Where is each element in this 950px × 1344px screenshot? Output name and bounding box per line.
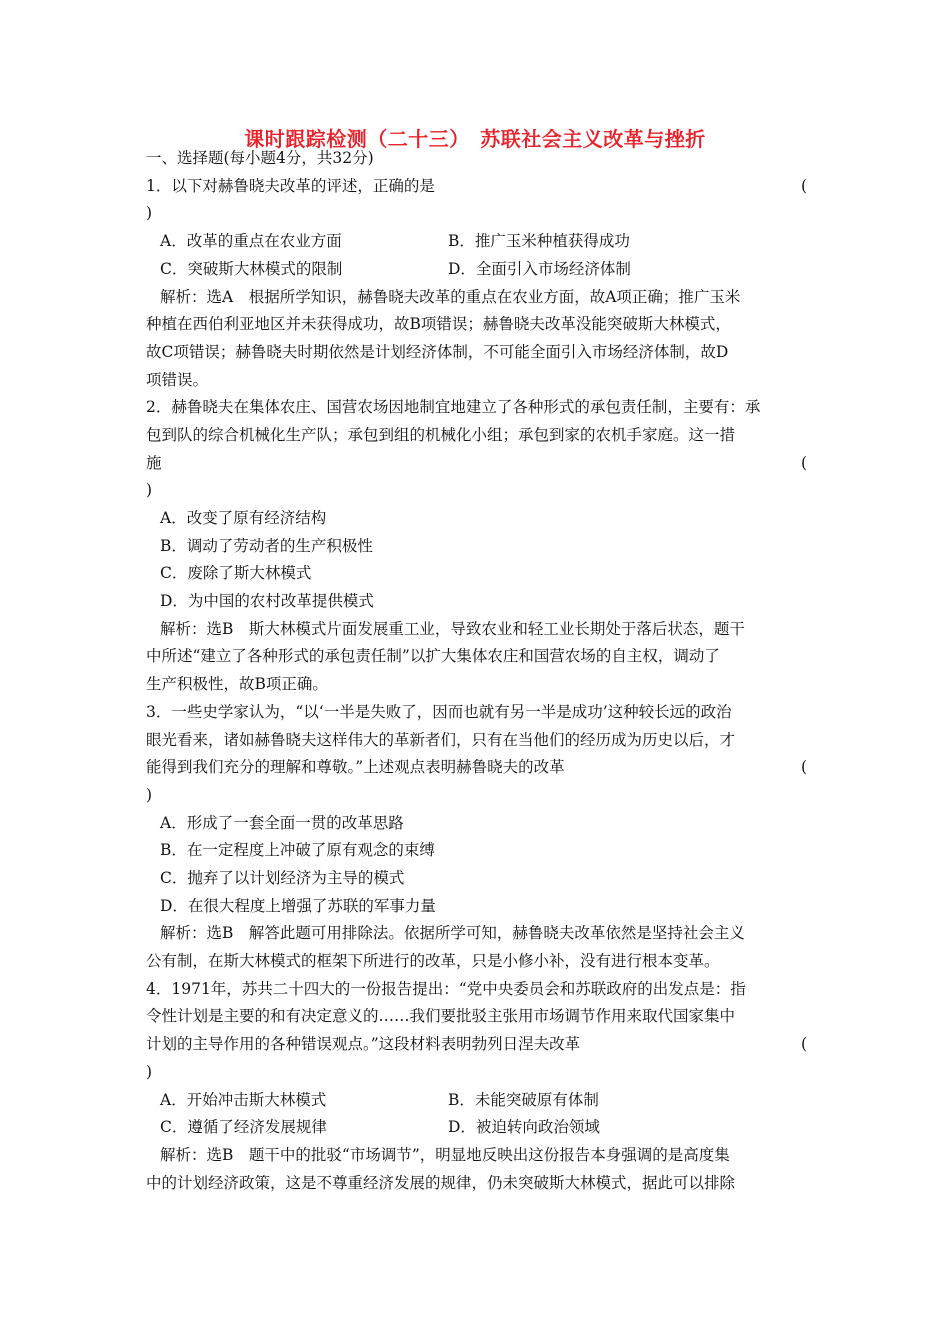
q2-option-a: A．改变了原有经济结构 xyxy=(160,509,327,527)
q4-option-a: A．开始冲击斯大林模式 xyxy=(160,1091,327,1109)
q2-analysis-line: 生产积极性，故B项正确。 xyxy=(146,675,328,693)
q3-stem-line: 眼光看来，诸如赫鲁晓夫这样伟大的革新者们，只有在当他们的经历成为历史以后，才 xyxy=(146,731,736,749)
q1-option-c: C．突破斯大林模式的限制 xyxy=(160,260,343,278)
page-title: 课时跟踪检测（二十三） 苏联社会主义改革与挫折 xyxy=(244,127,706,151)
q3-stem-line: 能得到我们充分的理解和尊敬。”上述观点表明赫鲁晓夫的改革 xyxy=(146,758,565,776)
q4-paren-open: ( xyxy=(801,1035,808,1053)
q1-paren-open: ( xyxy=(801,177,808,195)
q3-option-c: C．抛弃了以计划经济为主导的模式 xyxy=(160,869,405,887)
q3-paren-open: ( xyxy=(801,758,808,776)
q1-analysis-line: 种植在西伯利亚地区并未获得成功，故B项错误；赫鲁晓夫改革没能突破斯大林模式， xyxy=(146,315,731,333)
q2-option-d: D．为中国的农村改革提供模式 xyxy=(160,592,374,610)
q4-paren-close: ) xyxy=(146,1063,153,1081)
q4-option-c: C．遵循了经济发展规律 xyxy=(160,1118,327,1136)
q4-analysis-line: 解析：选B 题干中的批驳“市场调节”，明显地反映出这份报告本身强调的是高度集 xyxy=(160,1146,730,1164)
q4-stem-line: 计划的主导作用的各种错误观点。”这段材料表明勃列日涅夫改革 xyxy=(146,1035,581,1053)
q4-option-b: B．未能突破原有体制 xyxy=(448,1091,599,1109)
q3-option-b: B．在一定程度上冲破了原有观念的束缚 xyxy=(160,841,435,859)
q1-analysis-line: 解析：选A 根据所学知识，赫鲁晓夫改革的重点在农业方面，故A项正确；推广玉米 xyxy=(160,288,741,306)
q2-analysis-line: 解析：选B 斯大林模式片面发展重工业，导致农业和轻工业长期处于落后状态，题干 xyxy=(160,620,745,638)
q2-analysis-line: 中所述“建立了各种形式的承包责任制”以扩大集体农庄和国营农场的自主权，调动了 xyxy=(146,647,720,665)
q3-option-a: A．形成了一套全面一贯的改革思路 xyxy=(160,814,404,832)
q4-analysis-line: 中的计划经济政策，这是不尊重经济发展的规律，仍未突破斯大林模式，据此可以排除 xyxy=(146,1174,736,1192)
q2-stem-line: 2．赫鲁晓夫在集体农庄、国营农场因地制宜地建立了各种形式的承包责任制，主要有：承 xyxy=(146,398,761,416)
q1-paren-close: ) xyxy=(146,204,153,222)
q3-paren-close: ) xyxy=(146,786,153,804)
q2-paren-open: ( xyxy=(801,454,808,472)
q1-option-a: A．改革的重点在农业方面 xyxy=(160,232,342,250)
q1-analysis-line: 项错误。 xyxy=(146,371,209,389)
q3-option-d: D．在很大程度上增强了苏联的军事力量 xyxy=(160,897,436,915)
q4-stem-line: 令性计划是主要的和有决定意义的……我们要批驳主张用市场调节作用来取代国家集中 xyxy=(146,1007,736,1025)
section-heading: 一、选择题(每小题4分，共32分) xyxy=(146,149,374,167)
q2-option-c: C．废除了斯大林模式 xyxy=(160,564,312,582)
q3-analysis-line: 解析：选B 解答此题可用排除法。依据所学可知，赫鲁晓夫改革依然是坚持社会主义 xyxy=(160,924,745,942)
q3-analysis-line: 公有制，在斯大林模式的框架下所进行的改革，只是小修小补，没有进行根本变革。 xyxy=(146,952,720,970)
q3-stem-line: 3．一些史学家认为，“以‘一半是失败了，因而也就有另一半是成功’这种较长远的政治 xyxy=(146,703,732,721)
q2-option-b: B．调动了劳动者的生产积极性 xyxy=(160,537,373,555)
q4-option-d: D．被迫转向政治领域 xyxy=(448,1118,600,1136)
q1-stem: 1．以下对赫鲁晓夫改革的评述，正确的是 xyxy=(146,177,435,195)
q4-stem-line: 4．1971年，苏共二十四大的一份报告提出：“党中央委员会和苏联政府的出发点是：指 xyxy=(146,980,746,998)
q1-option-b: B．推广玉米种植获得成功 xyxy=(448,232,630,250)
q2-paren-close: ) xyxy=(146,481,153,499)
q2-stem-line: 包到队的综合机械化生产队；承包到组的机械化小组；承包到家的农机手家庭。这一措 xyxy=(146,426,736,444)
q1-option-d: D．全面引入市场经济体制 xyxy=(448,260,631,278)
q2-stem-line: 施 xyxy=(146,454,162,472)
q1-analysis-line: 故C项错误；赫鲁晓夫时期依然是计划经济体制，不可能全面引入市场经济体制，故D xyxy=(146,343,729,361)
